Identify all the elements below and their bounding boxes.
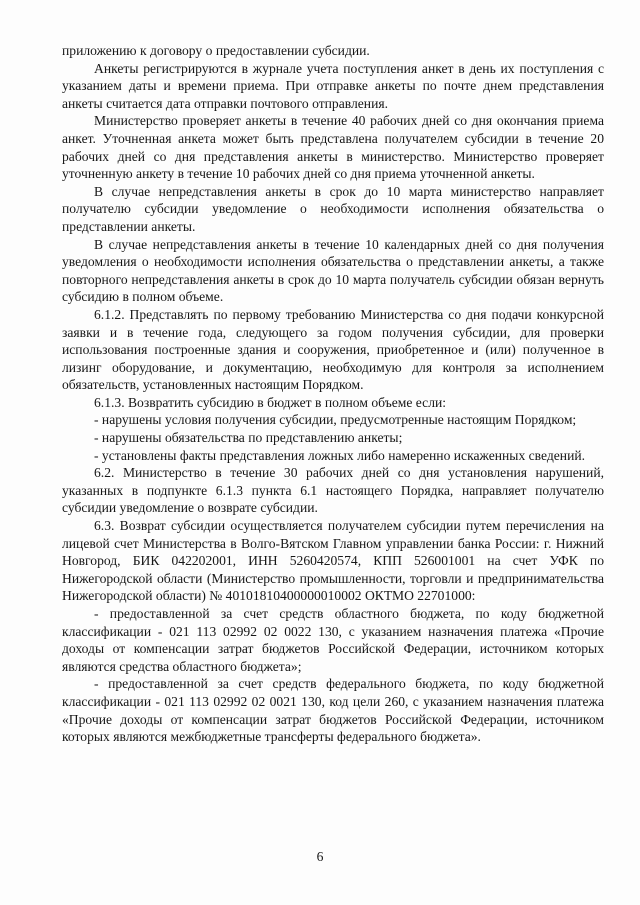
document-body: [62, 42, 604, 746]
paragraph: 6.1.2. Представлять по первому требованию Министерства со дня подачи конкурсной заявки и в течение года, следующего за годом получения субсидии, для проверки использования построенные здания и сооружения, приобретенное и (или) полученное в лизинг оборудование, и документацию, необходимую для контроля за исполнением обязательств, установленных настоящим Порядком.: [62, 306, 604, 393]
paragraph: В случае непредставления анкеты в срок до 10 марта министерство направляет получателю субсидии уведомление о необходимости исполнения обязательства о представлении анкеты.: [62, 183, 604, 234]
list-item: - предоставленной за счет средств областного бюджета, по коду бюджетной классификации - 021 113 02992 02 0022 130, с указанием назначения платежа «Прочие доходы от компенсации затрат бюджетов Российской Федерации, источником которых являются средства областного бюджета»;: [62, 606, 604, 674]
list-item: - установлены факты представления ложных либо намеренно искаженных сведений.: [94, 447, 586, 463]
list-item: - предоставленной за счет средств федерального бюджета, по коду бюджетной классификации - 021 113 02992 02 0021 130, код цели 260, с указанием назначения платежа «Прочие доходы от компенсации затрат бюджетов Российской Федерации, источником которых являются межбюджетные трансферты федерального бюджета».: [62, 676, 604, 745]
page-number: 6: [316, 849, 324, 864]
paragraph: 6.2. Министерство в течение 30 рабочих дней со дня установления нарушений, указанных в подпункте 6.1.3 пункта 6.1 настоящего Порядка, направляет получателю субсидии уведомление о возврате субсидии.: [62, 465, 604, 516]
paragraph: Анкеты регистрируются в журнале учета поступления анкет в день их поступления с указанием даты и времени приема. При отправке анкеты по почте днем представления анкеты считается дата отправки почтового отправления.: [62, 60, 604, 111]
paragraph: В случае непредставления анкеты в течение 10 календарных дней со дня получения уведомления о необходимости исполнения обязательства о представлении анкеты, а также повторного непредставления анкеты в срок до 10 марта получатель субсидии обязан вернуть субсидию в полном объеме.: [62, 236, 604, 305]
list-item: - нарушены обязательства по представлению анкеты;: [94, 430, 403, 446]
paragraph: приложению к договору о предоставлении субсидии.: [62, 43, 370, 58]
paragraph: 6.1.3. Возвратить субсидию в бюджет в полном объеме если:: [94, 394, 447, 410]
paragraph: Министерство проверяет анкеты в течение 40 рабочих дней со дня окончания приема анкет. Уточненная анкета может быть представлена получателем субсидии в течение 20 рабочих дней со дня представления анкеты в министерство. Министерство проверяет уточненную анкету в течение 10 рабочих дней со дня приема уточненной анкеты.: [62, 113, 604, 182]
list-item: - нарушены условия получения субсидии, предусмотренные настоящим Порядком;: [94, 412, 577, 428]
paragraph: 6.3. Возврат субсидии осуществляется получателем субсидии путем перечисления на лицевой счет Министерства в Волго-Вятском Главном управлении банка России: г. Нижний Новгород, БИК 042202001, ИНН 5260420574, КПП 526001001 на счет УФК по Нижегородской области (Министерство промышленности, торговли и предпринимательства Нижегородской области) № 40101810400000010002 ОКТМО 22701000:: [62, 518, 604, 604]
